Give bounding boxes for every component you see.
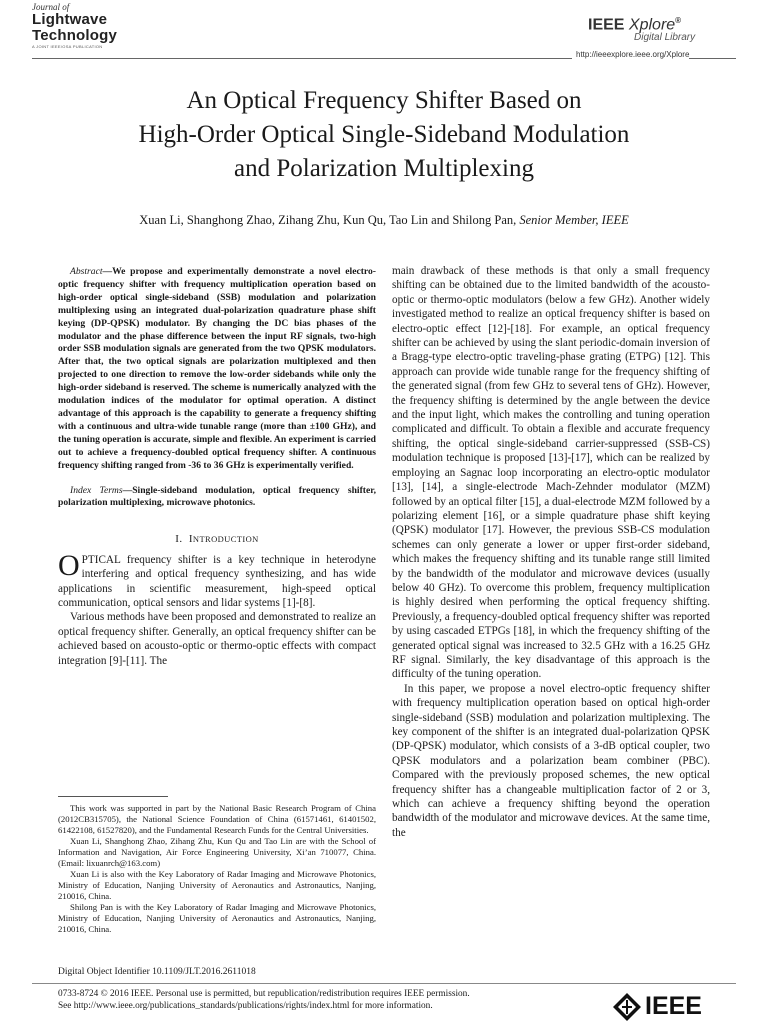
- paper-title: [0, 84, 768, 186]
- journal-name-line2: Technology: [32, 27, 118, 44]
- intro-paragraph-1: [58, 548, 376, 611]
- ieee-xplore-logo: [588, 16, 738, 43]
- index-terms: [58, 485, 376, 511]
- section-title-rest: NTRODUCTION: [192, 534, 259, 545]
- section-number: I.: [175, 533, 183, 546]
- authors-names: Xuan Li, Shanghong Zhao, Zihang Zhu, Kun Qu, Tao Lin and Shilong Pan,: [139, 213, 517, 227]
- abstract-text: —We propose and experimentally demonstrate a novel electro-optic frequency shifter with frequency multiplication operation based on high-order optical single-sideband (SSB) modulation and polarization multiplexing using an integrated dual-polarization quadrature phase shift keying (DP-QPSK) modulator. By changing the DC bias phases of the modulator and the phase difference between the input RF signals, two-high order SSB modulation signals are generated from the two QPSK modulators. After that, the two optical signals are polarization multiplexed and then projected to one direction to remove the low-order sidebands while only the high-order sideband is reserved. The scheme is numerically analyzed with the modulation indices of the modulator for optimal operation. A distinct advantage of this approach is the capability to generate a frequency shifting with a continuous and ultra-wide tunable range (more than ±100 GHz), and the tuning operation is accurate, simple and flexible. An experiment is carried out to achieve a frequency-doubled optical frequency shifter. A continuous frequency shifting ranged from -36 to 36 GHz is experimentally verified.: [58, 266, 376, 471]
- abstract-label: Abstract: [70, 266, 103, 277]
- footer-rule: [32, 983, 736, 984]
- index-terms-label: Index Terms: [70, 484, 123, 496]
- right-column: [392, 264, 710, 840]
- title-line: High-Order Optical Single-Sideband Modulation: [138, 121, 630, 148]
- abstract: [58, 266, 376, 473]
- xplore-url[interactable]: http://ieeexplore.ieee.org/Xplore: [572, 50, 689, 59]
- xplore-subtitle: Digital Library: [634, 32, 696, 44]
- ieee-diamond-icon: [612, 992, 642, 1022]
- copyright-notice: [58, 988, 618, 1012]
- footnotes: [58, 796, 376, 935]
- journal-logo: [32, 2, 182, 49]
- footnote-affiliation-3: Shilong Pan is with the Key Laboratory of Radar Imaging and Microwave Photonics, Ministry of Education, Nanjing University of Aeronautics and Astronautics, Nanjing, 210016, China.: [58, 902, 376, 934]
- index-terms-text: —Single-sideband modulation, optical frequency shifter, polarization multiplexing, microwave photonics.: [58, 484, 376, 509]
- journal-joint-publication: A JOINT IEEE/OSA PUBLICATION: [32, 44, 103, 49]
- footnote-rule: [58, 796, 168, 797]
- title-line: An Optical Frequency Shifter Based on: [186, 87, 582, 114]
- right-paragraph-2: In this paper, we propose a novel electro-optic frequency shifter with frequency multiplication operation based on optical high-order single-sideband (SSB) modulation and polarization multiplexing. The key component of the shifter is an integrated dual-polarization QPSK (DP-QPSK) modulator, which consists of a 3-dB optical coupler, two QPSK modulators and a polarization beam combiner (PBC). Compared with the previously proposed schemes, the new optical frequency shifter has a changeable multiplication factor of 2 or 3, which can achieve a frequency shifting beyond the operation bandwidth of the modulator and microwave devices. At the same time, the: [392, 682, 710, 839]
- footnote-affiliation-2: Xuan Li is also with the Key Laboratory of Radar Imaging and Microwave Photonics, Ministry of Education, Nanjing University of Aeronautics and Astronautics, Nanjing, 210016, China.: [58, 869, 376, 901]
- journal-of-text: Journal of: [32, 2, 70, 12]
- intro-p1-text: PTICAL frequency shifter is a key technique in heterodyne interfering and optical frequency synthesizing, and has wide applications in scientific measurement, high-speed optical communication, optical sensors and lidar systems [1]-[8].: [58, 553, 376, 609]
- section-heading-introduction: [58, 532, 376, 546]
- authors-suffix: Senior Member, IEEE: [519, 213, 629, 227]
- copyright-line-2[interactable]: See http://www.ieee.org/publications_standards/publications/rights/index.html for more information.: [58, 1001, 433, 1011]
- doi: Digital Object Identifier 10.1109/JLT.2016.2611018: [58, 967, 256, 977]
- xplore-registered-mark: ®: [675, 16, 682, 25]
- drop-cap: O: [58, 548, 80, 582]
- intro-paragraph-2: Various methods have been proposed and demonstrated to realize an optical frequency shifter. Generally, an optical frequency shifter can be achieved based on acousto-optic or thermo-optic effects with compact integration [9]-[11]. The: [58, 611, 376, 667]
- section-title-first: I: [188, 533, 193, 546]
- author-list: [0, 213, 768, 228]
- journal-name-line1: Lightwave: [32, 11, 108, 28]
- footnote-affiliation-1: Xuan Li, Shanghong Zhao, Zihang Zhu, Kun Qu and Tao Lin are with the School of Information and Navigation, Air Force Engineering University, Xi’an 710077, China. (Email: lixuanrch@163.com): [58, 836, 376, 868]
- ieee-logo-text: IEEE: [645, 992, 702, 1020]
- xplore-ieee-text: IEEE: [588, 16, 625, 34]
- copyright-line-1: 0733-8724 © 2016 IEEE. Personal use is permitted, but republication/redistribution requires IEEE permission.: [58, 989, 470, 999]
- ieee-logo: [612, 992, 722, 1024]
- footnote-funding: This work was supported in part by the National Basic Research Program of China (2012CB315705), the National Science Foundation of China (61571461, 61401502, 61422108, 61527820), and the Fundamental Research Funds for the Central Universities.: [58, 803, 376, 835]
- right-paragraph-1: main drawback of these methods is that only a small frequency shifting can be obtained due to the limited bandwidth of the acousto-optic or thermo-optic modulators (below a few GHz). Another widely investigated method to realize an optical frequency shifter is based on electro-optic effect [12]-[18]. For example, an optical frequency shifter can be achieved by using the slant periodic-domain inversion of a Bragg-type electro-optic traveling-phase grating (ETPG) [12]. This approach can provide wide tunable range for the frequency shifting of the generated signal (from few GHz to several tens of GHz). However, the frequency shifting is determined by the angle between the device and the input light, which makes the controlling and tuning operation complicated and difficult. To obtain a flexible and accurate frequency shifting, the optical single-sideband carrier-suppressed (SSB-CS) modulation technique is proposed [13]-[17], which can be realized by employing an Sagnac loop incorporating an electro-optic modulator [13], [14], a single-electrode Mach-Zehnder modulator (MZM) followed by an optical filter [15], a dual-electrode MZM followed by a polarizing element [16], or a simple quadrature phase shift keying (QPSK) modulator [17]. However, the previous SSB-CS modulation schemes can only generate a lower or upper first-order sideband, which makes the frequency shifting and its tunable range still limited by the bandwidth of the modulator and microwave devices (usually below 40 GHz). To overcome this problem, frequency multiplication is highly desired when performing the optical frequency shifting. Previously, a frequency-doubled optical frequency shifter was reported by using cascaded ETPGs [18], in which the frequency shifting of the generated optical signal was increased to 32.5 GHz with a 16.25 GHz RF signal. Similarly, the key disadvantage of this approach is the difficulty of the tuning operation.: [392, 265, 710, 681]
- title-line: and Polarization Multiplexing: [234, 155, 534, 182]
- xplore-name-text: Xplore: [628, 16, 676, 34]
- left-column: [58, 266, 376, 668]
